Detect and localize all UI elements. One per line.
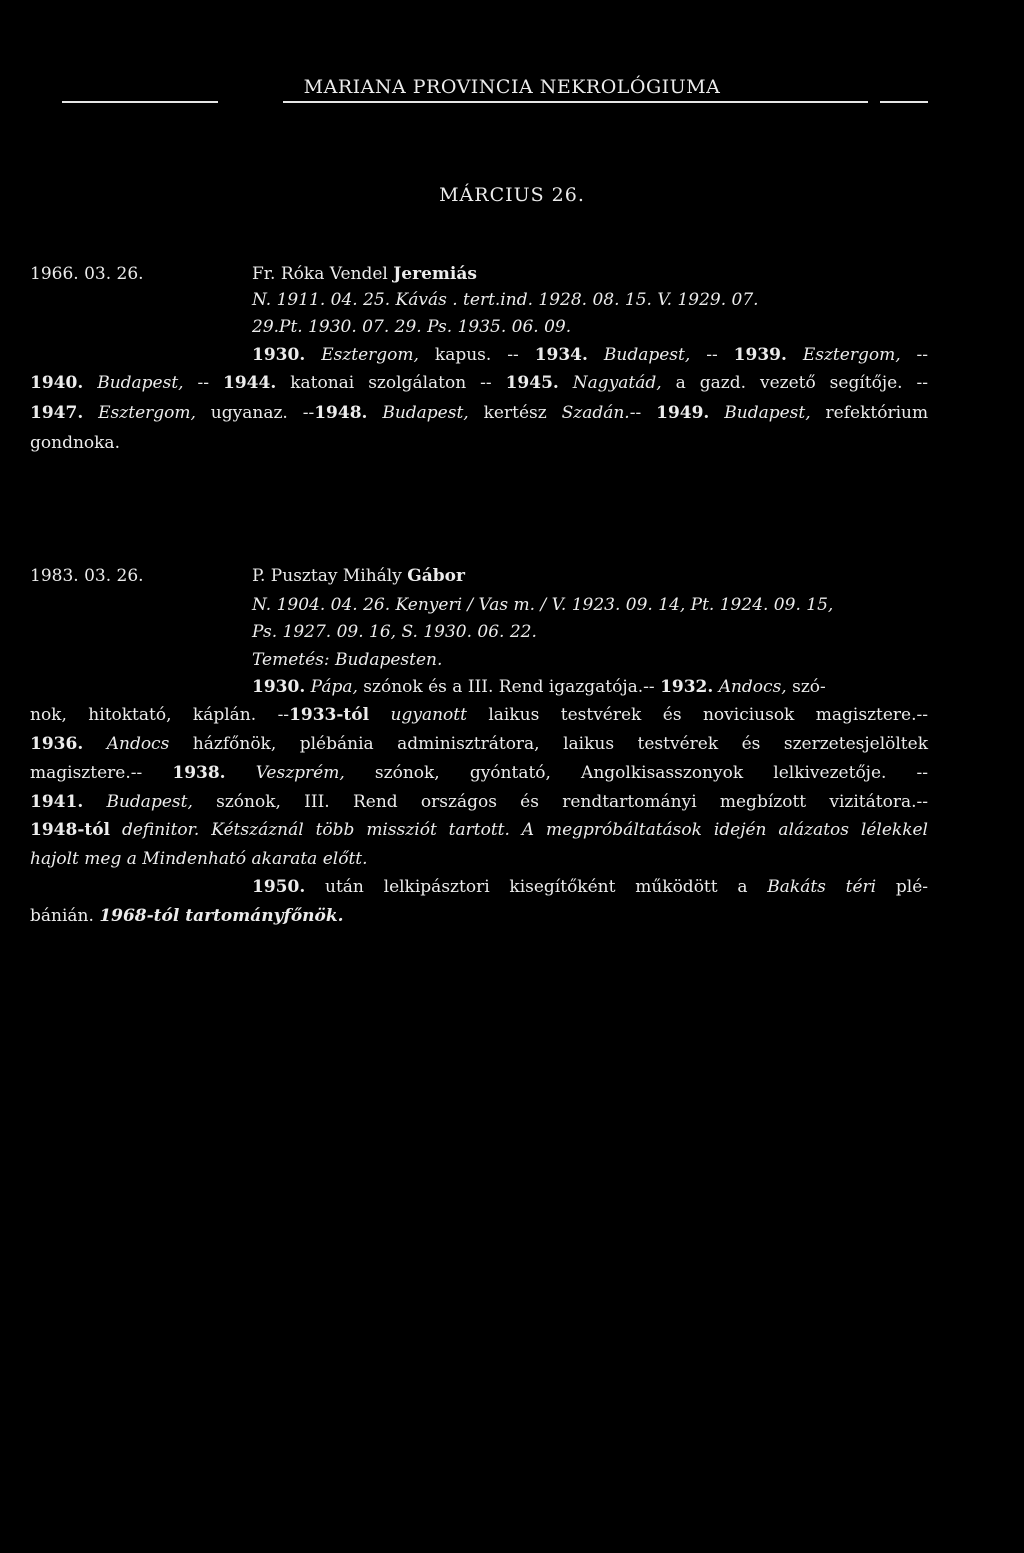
date-heading: MÁRCIUS 26. xyxy=(439,184,585,206)
entry-career-line: bánián. 1968-tól tartományfőnök. xyxy=(30,906,344,926)
entry-career-line: 1947. Esztergom, ugyanaz. --1948. Budapest, kertész Szadán.-- 1949. Budapest, refektórium xyxy=(30,403,929,423)
entry-name xyxy=(252,264,477,284)
entry-career-line: nok, hitoktató, káplán. --1933-tól ugyanott laikus testvérek és noviciusok magisztere.-- xyxy=(30,705,929,725)
religious-name: Jeremiás xyxy=(393,264,477,284)
entry-career-line: 1930. Esztergom, kapus. -- 1934. Budapest, -- 1939. Esztergom, -- xyxy=(252,345,929,365)
name-prefix: P. Pusztay Mihály xyxy=(252,566,402,586)
header-rule-right xyxy=(880,101,928,103)
entry-career-line: 1936. Andocs házfőnök, plébánia adminisztrátora, laikus testvérek és szerzetesjelöltek xyxy=(30,734,928,754)
entry-career-line: 1940. Budapest, -- 1944. katonai szolgálaton -- 1945. Nagyatád, a gazd. vezető segítője. -- xyxy=(30,373,929,393)
entry-career-line: 1948-tól definitor. Kétszáznál több missziót tartott. A megpróbáltatások idején alázatos lélekkel xyxy=(30,820,928,840)
entry-name xyxy=(252,566,465,586)
entry-career-line: 1941. Budapest, szónok, III. Rend országos és rendtartományi megbízott vizitátora.-- xyxy=(30,792,928,812)
entry-career-line: 1950. után lelkipásztori kisegítőként működött a Bakáts téri plé- xyxy=(252,877,928,897)
entry-career-line: magisztere.-- 1938. Veszprém, szónok, gyóntató, Angolkisasszonyok lelkivezetője. -- xyxy=(30,763,929,783)
religious-name: Gábor xyxy=(407,566,465,586)
page-header-title: MARIANA PROVINCIA NEKROLÓGIUMA xyxy=(303,76,721,98)
entry-burial-line: Temetés: Budapesten. xyxy=(252,650,443,670)
entry-vitals-line: 29.Pt. 1930. 07. 29. Ps. 1935. 06. 09. xyxy=(252,317,572,337)
entry-vitals-line: Ps. 1927. 09. 16, S. 1930. 06. 22. xyxy=(252,622,537,642)
entry-career-line: gondnoka. xyxy=(30,433,120,453)
entry-vitals-line: N. 1911. 04. 25. Kávás . tert.ind. 1928. 08. 15. V. 1929. 07. xyxy=(252,290,759,310)
entry-date: 1966. 03. 26. xyxy=(30,264,144,284)
entry-career-line: hajolt meg a Mindenható akarata előtt. xyxy=(30,849,368,869)
entry-vitals-line: N. 1904. 04. 26. Kenyeri / Vas m. / V. 1923. 09. 14, Pt. 1924. 09. 15, xyxy=(252,595,834,615)
header-rule-left xyxy=(62,101,218,103)
name-prefix: Fr. Róka Vendel xyxy=(252,264,388,284)
entry-career-line: 1930. Pápa, szónok és a III. Rend igazgatója.-- 1932. Andocs, szó- xyxy=(252,677,826,697)
header-rule-center xyxy=(283,101,868,103)
entry-date: 1983. 03. 26. xyxy=(30,566,144,586)
